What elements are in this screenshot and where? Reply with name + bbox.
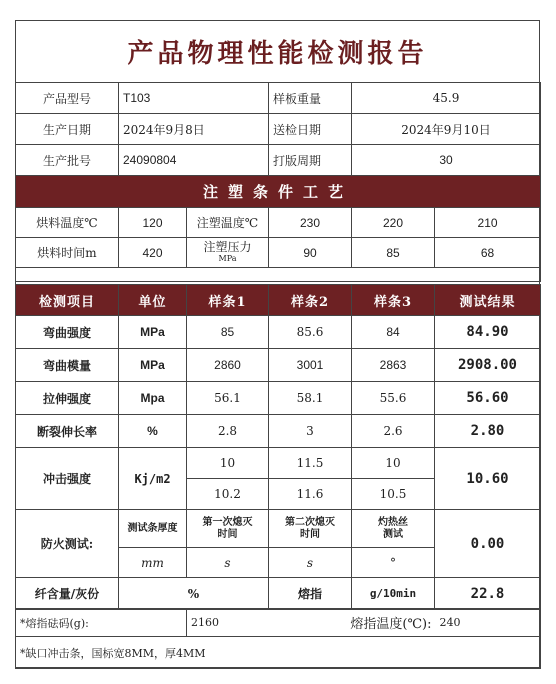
melt-weight-value: 2160 [187, 609, 304, 637]
elongation-s1: 2.8 [187, 415, 269, 448]
fire-unit-degree: ° [352, 548, 435, 578]
flex-modulus-label: 弯曲模量 [16, 349, 119, 382]
mold-temp-1: 230 [269, 208, 352, 238]
send-date-label: 送检日期 [269, 114, 352, 145]
elongation-result: 2.80 [435, 415, 541, 448]
batch-label: 生产批号 [16, 145, 119, 176]
mold-temp-2: 220 [352, 208, 435, 238]
header-item: 检测项目 [16, 285, 119, 316]
header-sample-3: 样条3 [352, 285, 435, 316]
table-row [16, 349, 541, 382]
flex-strength-result: 84.90 [435, 316, 541, 349]
impact-b3: 10.5 [352, 479, 435, 510]
flex-modulus-result: 2908.00 [435, 349, 541, 382]
flex-strength-s3: 84 [352, 316, 435, 349]
pressure-2: 85 [352, 238, 435, 268]
fire-unit-s1: s [187, 548, 269, 578]
elongation-s2: 3 [269, 415, 352, 448]
prod-date-value: 2024年9月8日 [119, 114, 269, 145]
pressure-3: 68 [435, 238, 541, 268]
impact-b2: 11.6 [269, 479, 352, 510]
melt-temp-value: 240 [436, 609, 541, 637]
pressure-label-main: 注塑压力 [203, 239, 252, 254]
flex-strength-label: 弯曲强度 [16, 316, 119, 349]
report-sheet [15, 20, 540, 668]
tensile-s1: 56.1 [187, 382, 269, 415]
table-row [16, 510, 541, 548]
pressure-label [187, 238, 269, 268]
flex-modulus-s1: 2860 [187, 349, 269, 382]
elongation-unit: % [119, 415, 187, 448]
fiber-unit: % [119, 578, 269, 610]
table-row [16, 448, 541, 479]
test-table [15, 284, 541, 610]
product-info-table [15, 82, 541, 176]
flex-modulus-s2: 3001 [269, 349, 352, 382]
weight-label: 样板重量 [269, 83, 352, 114]
impact-a2: 11.5 [269, 448, 352, 479]
table-row [16, 578, 541, 610]
fire-col-glowwire: 灼热丝测试 [352, 510, 435, 548]
header-result: 测试结果 [435, 285, 541, 316]
table-row [16, 316, 541, 349]
table-row [16, 415, 541, 448]
dry-time-value: 420 [119, 238, 187, 268]
model-value: T103 [119, 83, 269, 114]
header-unit: 单位 [119, 285, 187, 316]
fire-unit-mm: mm [119, 548, 187, 578]
header-sample-1: 样条1 [187, 285, 269, 316]
melt-weight-label: *熔指砝码(g): [16, 609, 187, 637]
fiber-result: 22.8 [435, 578, 541, 610]
fire-label: 防火测试: [16, 510, 119, 578]
tensile-label: 拉伸强度 [16, 382, 119, 415]
fire-col-second: 第二次熄灭时间 [269, 510, 352, 548]
melt-temp-label: 熔指温度(℃): [304, 609, 436, 637]
impact-b1: 10.2 [187, 479, 269, 510]
impact-unit: Kj/m2 [119, 448, 187, 510]
header-sample-2: 样条2 [269, 285, 352, 316]
flex-modulus-s3: 2863 [352, 349, 435, 382]
process-table [15, 175, 541, 282]
tensile-s3: 55.6 [352, 382, 435, 415]
flex-strength-s1: 85 [187, 316, 269, 349]
prod-date-label: 生产日期 [16, 114, 119, 145]
tensile-unit: Mpa [119, 382, 187, 415]
melt-unit: g/10min [352, 578, 435, 610]
mold-temp-label: 注塑温度℃ [187, 208, 269, 238]
impact-label: 冲击强度 [16, 448, 119, 510]
elongation-label: 断裂伸长率 [16, 415, 119, 448]
fire-col-first: 第一次熄灭时间 [187, 510, 269, 548]
fiber-label: 纤含量/灰份 [16, 578, 119, 610]
cycle-value: 30 [352, 145, 541, 176]
footer-table [15, 608, 541, 669]
elongation-s3: 2.6 [352, 415, 435, 448]
mold-temp-3: 210 [435, 208, 541, 238]
pressure-1: 90 [269, 238, 352, 268]
pressure-label-unit: MPa [218, 253, 237, 263]
impact-a3: 10 [352, 448, 435, 479]
model-label: 产品型号 [16, 83, 119, 114]
batch-value: 24090804 [119, 145, 269, 176]
spacer-row [16, 268, 541, 282]
dry-temp-value: 120 [119, 208, 187, 238]
weight-value: 45.9 [352, 83, 541, 114]
melt-label: 熔指 [269, 578, 352, 610]
footer-note: *缺口冲击条，国标宽8MM，厚4MM [16, 637, 541, 669]
tensile-s2: 58.1 [269, 382, 352, 415]
table-row [16, 382, 541, 415]
cycle-label: 打版周期 [269, 145, 352, 176]
impact-result: 10.60 [435, 448, 541, 510]
flex-strength-unit: MPa [119, 316, 187, 349]
process-band: 注塑条件工艺 [16, 176, 541, 208]
fire-unit-s2: s [269, 548, 352, 578]
dry-time-label: 烘料时间m [16, 238, 119, 268]
flex-strength-s2: 85.6 [269, 316, 352, 349]
flex-modulus-unit: MPa [119, 349, 187, 382]
send-date-value: 2024年9月10日 [352, 114, 541, 145]
impact-a1: 10 [187, 448, 269, 479]
report-title: 产品物理性能检测报告 [16, 21, 539, 83]
tensile-result: 56.60 [435, 382, 541, 415]
fire-result: 0.00 [435, 510, 541, 578]
dry-temp-label: 烘料温度℃ [16, 208, 119, 238]
fire-col-thickness: 测试条厚度 [119, 510, 187, 548]
